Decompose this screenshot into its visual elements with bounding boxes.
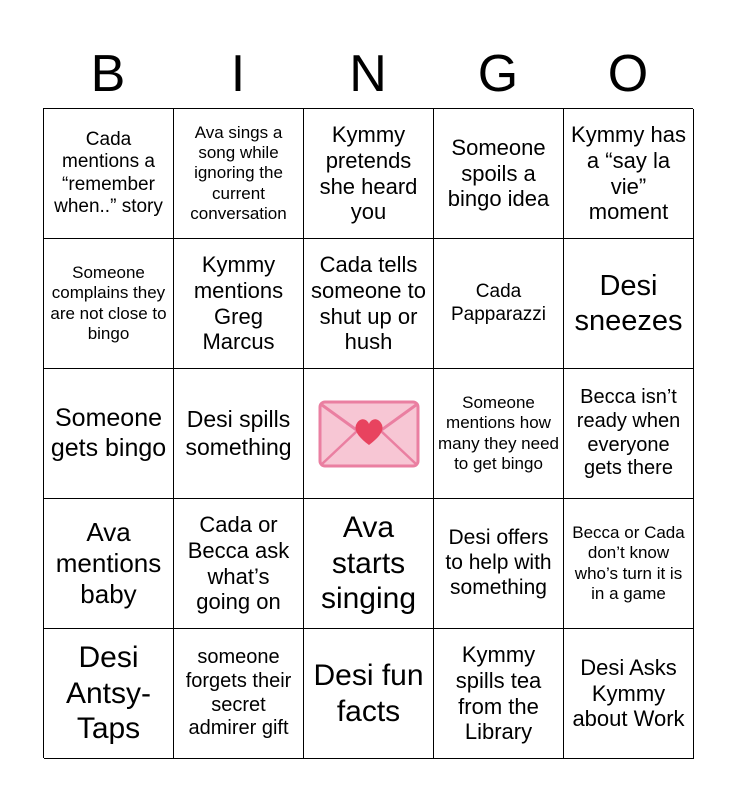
bingo-cell[interactable] bbox=[174, 369, 304, 499]
bingo-cell[interactable] bbox=[44, 239, 174, 369]
bingo-cell-text: Kymmy mentions Greg Marcus bbox=[193, 251, 284, 355]
bingo-cell-text: Desi Antsy-Taps bbox=[65, 641, 152, 746]
bingo-cell[interactable] bbox=[44, 109, 174, 239]
bingo-header bbox=[43, 40, 693, 108]
bingo-cell[interactable] bbox=[174, 109, 304, 239]
bingo-cell[interactable] bbox=[434, 109, 564, 239]
bingo-cell-text: Kymmy pretends she heard you bbox=[319, 121, 418, 225]
header-letter-n: N bbox=[349, 45, 387, 103]
bingo-cell[interactable] bbox=[564, 499, 694, 629]
bingo-cell-text: Desi Asks Kymmy about Work bbox=[572, 654, 685, 732]
bingo-cell-text: someone forgets their secret admirer gift bbox=[185, 646, 292, 740]
bingo-cell-text: Someone complains they are not close to bingo bbox=[50, 263, 167, 343]
bingo-cell-text: Becca or Cada don’t know who’s turn it is in a game bbox=[572, 523, 685, 603]
bingo-cell-text: Kymmy has a “say la vie” moment bbox=[571, 121, 686, 225]
bingo-cell-text: Kymmy spills tea from the Library bbox=[455, 641, 542, 745]
bingo-cell-text: Cada tells someone to shut up or hush bbox=[311, 251, 426, 355]
header-letter-o: O bbox=[607, 45, 649, 103]
bingo-cell[interactable] bbox=[174, 629, 304, 759]
bingo-cell[interactable] bbox=[434, 239, 564, 369]
bingo-cell-text: Desi spills something bbox=[185, 406, 292, 460]
bingo-cell-text: Ava sings a song while ignoring the current conversation bbox=[190, 123, 287, 223]
bingo-cell-text: Becca isn’t ready when everyone gets there bbox=[576, 386, 681, 480]
bingo-cell-text: Someone gets bingo bbox=[50, 404, 167, 462]
bingo-cell[interactable] bbox=[304, 239, 434, 369]
bingo-cell[interactable] bbox=[434, 499, 564, 629]
bingo-cell-text: Desi fun facts bbox=[313, 659, 424, 728]
bingo-cell[interactable] bbox=[564, 369, 694, 499]
bingo-grid bbox=[43, 108, 693, 758]
bingo-cell[interactable] bbox=[44, 499, 174, 629]
bingo-cell[interactable] bbox=[304, 499, 434, 629]
bingo-cell[interactable] bbox=[44, 369, 174, 499]
free-space-cell[interactable] bbox=[304, 369, 434, 499]
bingo-cell-text: Desi sneezes bbox=[574, 270, 683, 337]
bingo-cell-text: Desi offers to help with something bbox=[445, 526, 552, 599]
bingo-cell-text: Cada or Becca ask what’s going on bbox=[187, 511, 290, 615]
bingo-cell[interactable] bbox=[44, 629, 174, 759]
bingo-cell-text: Cada Papparazzi bbox=[450, 281, 547, 325]
bingo-cell[interactable] bbox=[174, 499, 304, 629]
bingo-cell-text: Ava starts singing bbox=[320, 511, 417, 616]
bingo-cell-text: Someone mentions how many they need to get bingo bbox=[438, 393, 559, 473]
header-letter-b: B bbox=[90, 45, 126, 103]
bingo-cell[interactable] bbox=[434, 629, 564, 759]
header-letter-g: G bbox=[477, 45, 519, 103]
bingo-cell[interactable] bbox=[304, 629, 434, 759]
bingo-cell[interactable] bbox=[174, 239, 304, 369]
bingo-cell[interactable] bbox=[564, 109, 694, 239]
bingo-cell[interactable] bbox=[304, 109, 434, 239]
bingo-cell-text: Someone spoils a bingo idea bbox=[447, 134, 550, 212]
love-letter-icon bbox=[317, 399, 421, 469]
bingo-cell[interactable] bbox=[434, 369, 564, 499]
bingo-cell-text: Cada mentions a “remember when..” story bbox=[54, 128, 163, 217]
bingo-cell[interactable] bbox=[564, 239, 694, 369]
bingo-cell-text: Ava mentions baby bbox=[55, 517, 162, 609]
bingo-cell[interactable] bbox=[564, 629, 694, 759]
header-letter-i: I bbox=[230, 45, 246, 103]
